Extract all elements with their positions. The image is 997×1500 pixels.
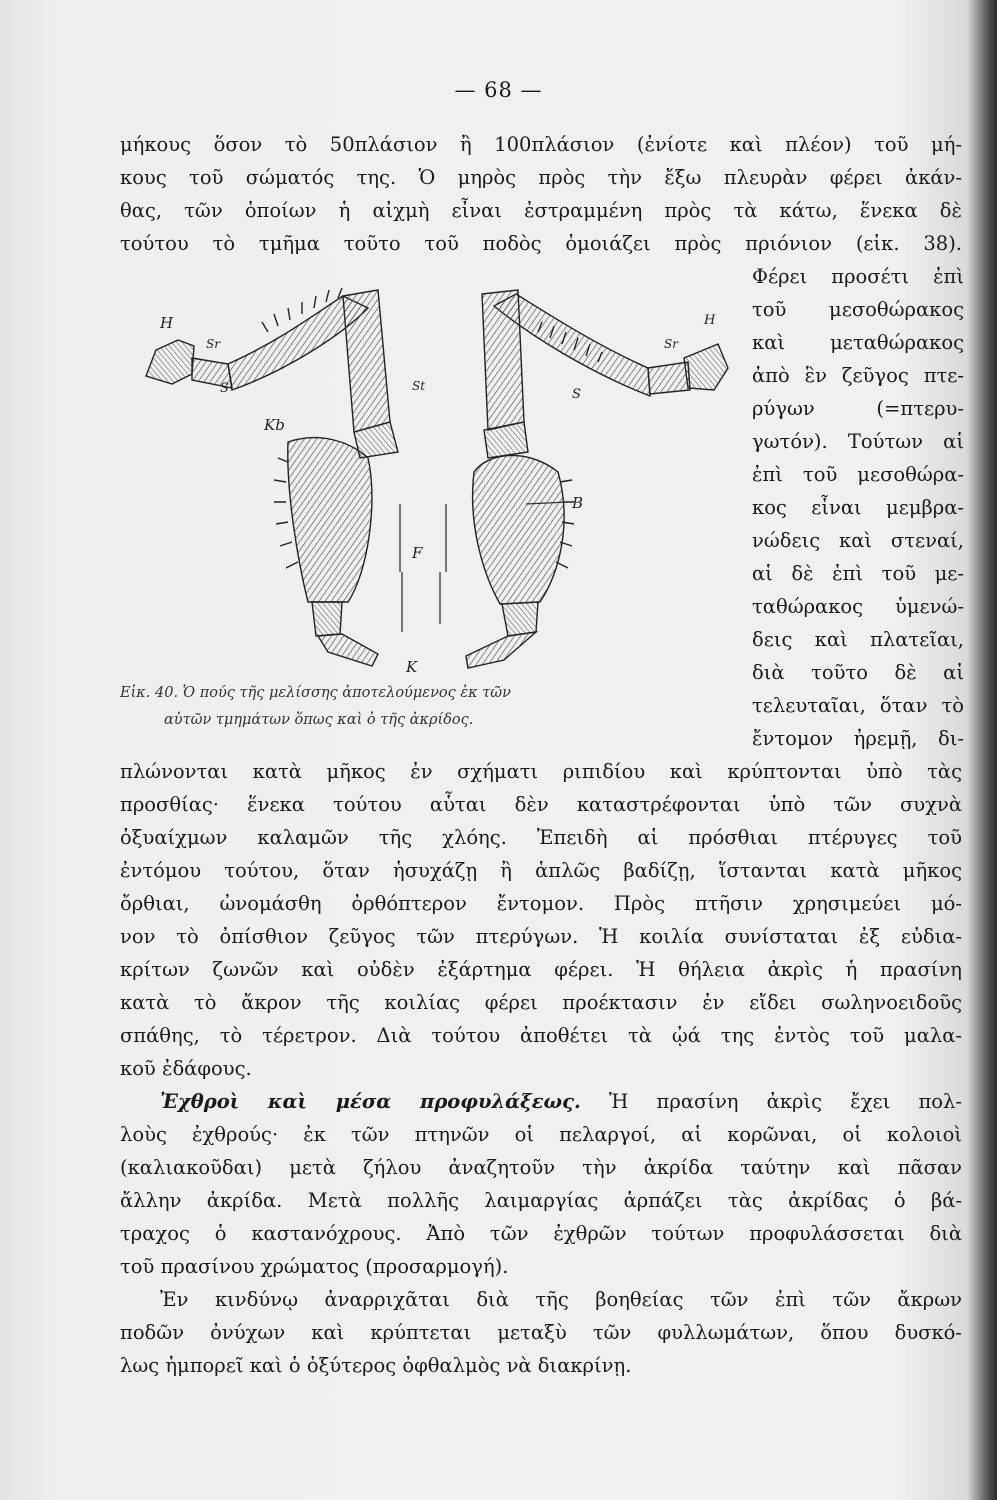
body-line: σπάθης, τὸ τέρετρον. Διὰ τούτου ἀποθέτει τὰ ᾠά της ἐντὸς τοῦ μαλα- xyxy=(120,1024,962,1047)
side-line: τοῦ μεσοθώρακος xyxy=(752,298,964,321)
label-S-right: S xyxy=(572,387,581,402)
side-line: κος εἶναι μεμβρα- xyxy=(752,496,964,519)
side-line: ταθώρακος ὑμενώ- xyxy=(752,595,964,618)
body-line: ὄρθιαι, ὠνομάσθη ὀρθόπτερον ἔντομον. Πρὸς πτῆσιν χρησιμεύει μό- xyxy=(120,892,962,915)
side-line: ρύγων (=πτερυ- xyxy=(752,397,964,420)
left-leg xyxy=(146,288,398,666)
body-line: ὀξυαίχμων καλαμῶν τῆς χλόης. Ἐπειδὴ αἱ πρόσθιαι πτέρυγες τοῦ xyxy=(120,826,962,849)
body-line: ἐντόμου τούτου, ὅταν ἡσυχάζῃ ἢ ἁπλῶς βαδίζῃ, ἵστανται κατὰ μῆκος xyxy=(120,859,962,882)
section-first-line xyxy=(160,1085,962,1118)
section-first-line-text: Ἡ πρασίνη ἀκρὶς ἔχει πολ- xyxy=(609,1090,962,1113)
side-line: διὰ τοῦτο δὲ αἱ xyxy=(752,661,964,684)
label-Sr-right: Sr xyxy=(664,337,678,351)
label-H-right: H xyxy=(704,313,716,328)
body-line: κοῦ ἐδάφους. xyxy=(120,1057,252,1080)
body-line: θας, τῶν ὁποίων ἡ αἰχμὴ εἶναι ἐστραμμένη πρὸς τὰ κάτω, ἕνεκα δὲ xyxy=(120,199,962,222)
label-H-left: H xyxy=(160,314,174,332)
caption-line-1: Εἰκ. 40. Ὁ πούς τῆς μελίσσης ἀποτελούμενος ἐκ τῶν xyxy=(120,685,511,701)
label-Kb: Kb xyxy=(264,416,285,434)
section-heading: Ἐχθροὶ καὶ μέσα προφυλάξεως. xyxy=(160,1090,581,1113)
bee-leg-illustration xyxy=(128,272,738,692)
side-line: καὶ μεταθώρακος xyxy=(752,331,964,354)
page-number: — 68 — xyxy=(454,78,543,102)
side-line: ἔντομον ἠρεμῇ, δι- xyxy=(752,727,964,750)
label-B: B xyxy=(572,494,584,512)
body-line: τούτου τὸ τμῆμα τοῦτο τοῦ ποδὸς ὁμοιάζει πρὸς πριόνιον (εἰκ. 38). xyxy=(120,232,962,255)
side-line: ἐπὶ τοῦ μεσοθώρα- xyxy=(752,463,964,486)
body-line: (καλιακοῦδαι) μετὰ ζήλου ἀναζητοῦν τὴν ἀκρίδα ταύτην καὶ πᾶσαν xyxy=(120,1156,962,1179)
body-line: ποδῶν ὀνύχων καὶ κρύπτεται μεταξὺ τῶν φυλλωμάτων, ὅπου δυσκό- xyxy=(120,1321,962,1344)
side-line: ἀπὸ ἓν ζεῦγος πτε- xyxy=(752,364,964,387)
body-line: νον τὸ ὀπίσθιον ζεῦγος τῶν πτερύγων. Ἡ κοιλία συνίσταται ἐξ εὐδια- xyxy=(120,925,962,948)
figure-caption xyxy=(120,680,725,734)
label-S-left: S xyxy=(220,381,229,396)
body-line: τοῦ πρασίνου χρώματος (προσαρμογή). xyxy=(120,1255,509,1278)
side-line: νώδεις καὶ στεναί, xyxy=(752,529,964,552)
body-line: κους τοῦ σώματός της. Ὁ μηρὸς πρὸς τὴν ἔξω πλευρὰν φέρει ἀκάν- xyxy=(120,166,962,189)
side-line: αἱ δὲ ἐπὶ τοῦ με- xyxy=(752,562,964,585)
body-line: μήκους ὅσον τὸ 50πλάσιον ἢ 100πλάσιον (ἐνίοτε καὶ πλέον) τοῦ μή- xyxy=(120,133,962,156)
side-line: τελευταῖαι, ὅταν τὸ xyxy=(752,694,964,717)
body-line: ἄλλην ἀκρίδα. Μετὰ πολλῆς λαιμαργίας ἁρπάζει τὰς ἀκρίδας ὁ βά- xyxy=(120,1189,962,1212)
side-line: Φέρει προσέτι ἐπὶ xyxy=(752,265,964,288)
body-line: λοὺς ἐχθρούς· ἐκ τῶν πτηνῶν οἱ πελαργοί, αἱ κορῶναι, οἱ κολοιοὶ xyxy=(120,1123,962,1146)
label-St: St xyxy=(412,379,426,393)
body-line: λως ἠμπορεῖ καὶ ὁ ὀξύτερος ὀφθαλμὸς νὰ διακρίνῃ. xyxy=(120,1354,632,1377)
side-line: γωτόν). Τούτων αἱ xyxy=(752,430,964,453)
label-K: K xyxy=(406,658,418,676)
label-F: F xyxy=(412,544,423,562)
label-Sr-left: Sr xyxy=(206,337,220,351)
body-line: κατὰ τὸ ἄκρον τῆς κοιλίας φέρει προέκτασιν ἐν εἴδει σωληνοειδοῦς xyxy=(120,991,962,1014)
body-line: προσθίας· ἕνεκα τούτου αὗται δὲν καταστρέφονται ὑπὸ τῶν συχνὰ xyxy=(120,793,962,816)
caption-line-2: αὐτῶν τμημάτων ὅπως καὶ ὁ τῆς ἀκρίδος. xyxy=(164,712,474,728)
right-leg xyxy=(466,290,728,668)
body-line: κρίτων ζωνῶν καὶ οὐδὲν ἐξάρτημα φέρει. Ἡ θήλεια ἀκρὶς ἡ πρασίνη xyxy=(120,958,962,981)
body-line: Ἐν κινδύνῳ ἀναρριχᾶται διὰ τῆς βοηθείας τῶν ἐπὶ τῶν ἄκρων xyxy=(160,1288,962,1311)
body-line: πλώνονται κατὰ μῆκος ἐν σχήματι ριπιδίου καὶ κρύπτονται ὑπὸ τὰς xyxy=(120,760,962,783)
body-line: τραχος ὁ καστανόχρους. Ἀπὸ τῶν ἐχθρῶν τούτων προφυλάσσεται διὰ xyxy=(120,1222,962,1245)
side-line: δεις καὶ πλατεῖαι, xyxy=(752,628,964,651)
